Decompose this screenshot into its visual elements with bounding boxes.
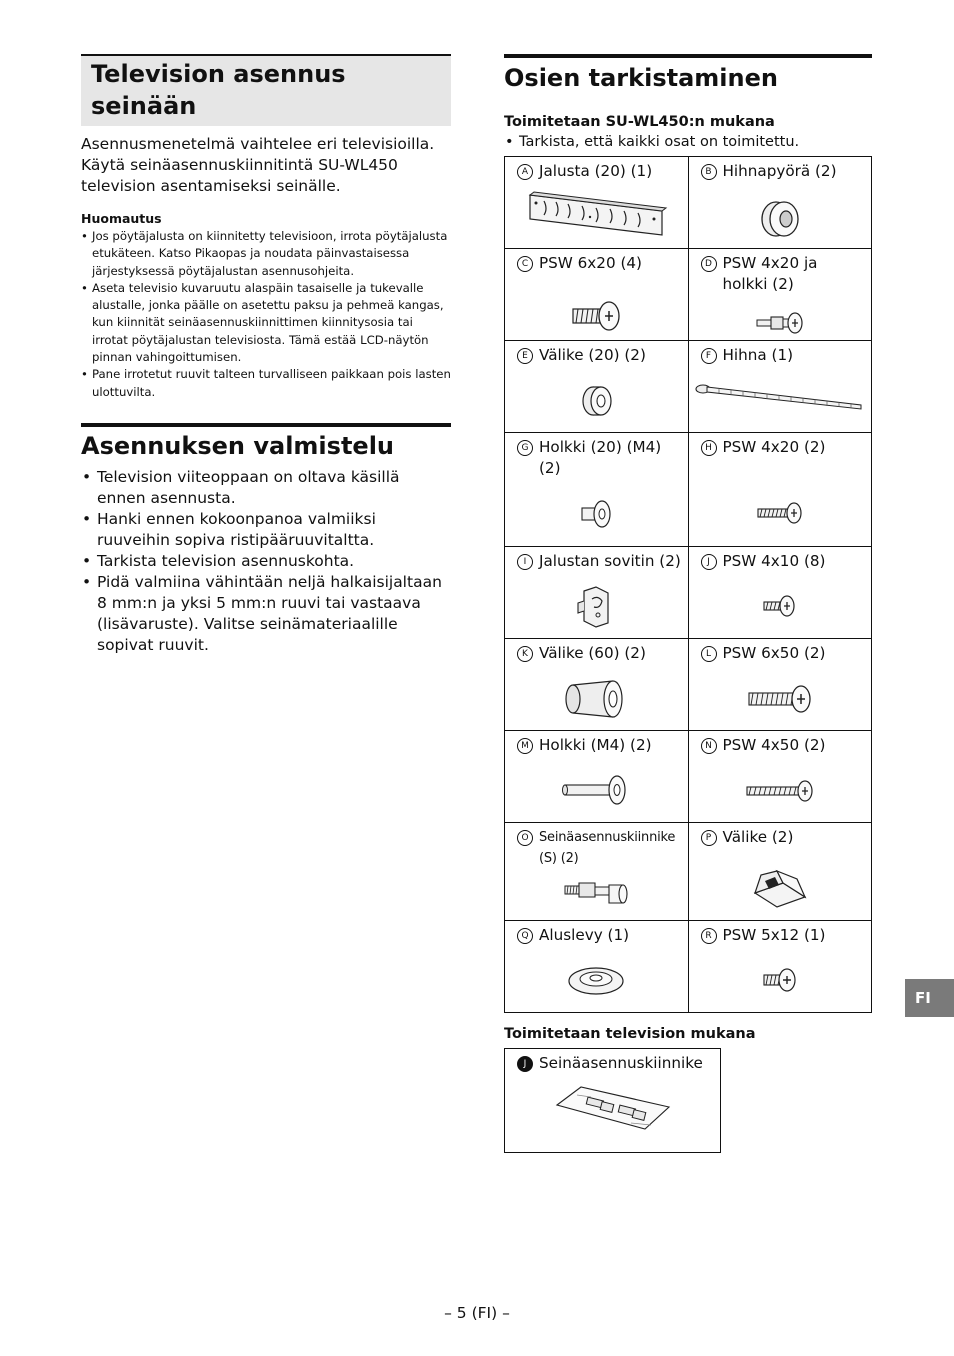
supplied-heading: Toimitetaan SU-WL450:n mukana: [504, 114, 775, 130]
language-tab: FI: [905, 979, 954, 1017]
part-cell: [505, 249, 689, 341]
part-label: Jalustan sovitin (2): [539, 552, 681, 570]
screw-with-sleeve-icon: [689, 311, 872, 335]
part-letter: C: [517, 256, 533, 272]
part-cell: [688, 547, 872, 639]
part-cell: [505, 823, 689, 921]
screw-icon: [689, 965, 872, 995]
part-label: Seinäasennuskiinnike (S) (2): [539, 830, 676, 866]
part-cell: [688, 249, 872, 341]
part-label: Aluslevy (1): [539, 926, 630, 944]
prep-title: Asennuksen valmistelu: [81, 423, 451, 461]
belt-icon: [689, 383, 872, 413]
part-label: PSW 6x20 (4): [539, 254, 642, 272]
part-label: Hihnapyörä (2): [722, 162, 837, 180]
right-column: [504, 54, 872, 1153]
parts-table: [504, 156, 872, 1013]
part-cell: [688, 921, 872, 1013]
tv-supplied-heading: Toimitetaan television mukana: [504, 1026, 756, 1042]
part-cell: [688, 731, 872, 823]
part-letter: R: [701, 928, 717, 944]
left-column: [81, 54, 451, 656]
part-cell: [688, 639, 872, 731]
spacer-icon: [505, 383, 688, 419]
screw-icon: [505, 299, 688, 333]
block-spacer-icon: [689, 867, 872, 913]
part-label: PSW 4x50 (2): [722, 736, 826, 754]
part-letter: K: [517, 646, 533, 662]
note-item: • Jos pöytäjalusta on kiinnitetty televisioon, irrota pöytäjalusta etukäteen. Katso Pikaopas ja noudata päinvastaisessa järjestyksessä pöytäjalustan asennusohjeita.: [81, 228, 451, 280]
long-sleeve-icon: [505, 773, 688, 807]
part-letter: L: [701, 646, 717, 662]
prep-item: • Hanki ennen kokoonpanoa valmiiksi ruuveihin sopiva ristipääruuvitaltta.: [81, 509, 451, 551]
tv-parts-table: [504, 1048, 721, 1153]
part-cell: [505, 341, 689, 433]
wall-mount-fitting-icon: [505, 877, 688, 907]
screw-icon: [689, 501, 872, 525]
note-item: • Aseta televisio kuvaruutu alaspäin tasaiselle ja tukevalle alustalle, jonka päälle on asetettu paksu ja pehmeä kangas, kun kiinnität seinäasennuskiinnittimen kiinnitysosia tai irrotat pöytäjalustan televisiosta. Tämä estää LCD-näytön pinnan vahingoittumisen.: [81, 280, 451, 366]
wall-mount-bag-icon: [505, 1083, 720, 1133]
sleeve-icon: [505, 497, 688, 531]
part-label: PSW 4x20 ja holkki (2): [722, 254, 818, 293]
part-label: Välike (60) (2): [539, 644, 646, 662]
long-spacer-icon: [505, 677, 688, 721]
part-letter: D: [701, 256, 717, 272]
note-list: [81, 228, 451, 401]
part-label: Hihna (1): [722, 346, 794, 364]
part-cell: [505, 639, 689, 731]
part-label: PSW 4x10 (8): [722, 552, 826, 570]
part-cell: [688, 341, 872, 433]
check-text: • Tarkista, että kaikki osat on toimitettu.: [504, 132, 872, 152]
part-letter: Q: [517, 928, 533, 944]
part-label: Jalusta (20) (1): [539, 162, 653, 180]
pulley-icon: [689, 197, 872, 241]
part-cell: [505, 921, 689, 1013]
part-label: PSW 6x50 (2): [722, 644, 826, 662]
washer-icon: [505, 965, 688, 997]
part-label: Holkki (20) (M4) (2): [539, 438, 662, 477]
part-letter: M: [517, 738, 533, 754]
part-letter: H: [701, 440, 717, 456]
prep-item: • Tarkista television asennuskohta.: [81, 551, 451, 572]
prep-item: • Television viiteoppaan on oltava käsillä ennen asennusta.: [81, 467, 451, 509]
part-cell: [688, 823, 872, 921]
part-letter: I: [517, 554, 533, 570]
part-letter: B: [701, 164, 717, 180]
install-title: Television asennus seinään: [81, 54, 451, 126]
part-letter: F: [701, 348, 717, 364]
part-cell: [505, 1049, 721, 1153]
part-cell: [505, 157, 689, 249]
page-number: – 5 (FI) –: [444, 1304, 510, 1322]
prep-item: • Pidä valmiina vähintään neljä halkaisijaltaan 8 mm:n ja yksi 5 mm:n ruuvi tai vastaava (lisävaruste). Valitse seinämateriaalille sopivat ruuvit.: [81, 572, 451, 656]
part-letter: E: [517, 348, 533, 364]
note-item: • Pane irrotetut ruuvit talteen turvalliseen paikkaan pois lasten ulottuvilta.: [81, 366, 451, 401]
prep-list: [81, 467, 451, 656]
part-label: PSW 4x20 (2): [722, 438, 826, 456]
part-letter: N: [701, 738, 717, 754]
part-cell: [505, 731, 689, 823]
part-cell: [505, 433, 689, 547]
part-label: Seinäasennuskiinnike: [539, 1054, 703, 1072]
part-letter: J: [701, 554, 717, 570]
install-text: Asennusmenetelmä vaihtelee eri televisioilla. Käytä seinäasennuskiinnitintä SU-WL450 television asentamiseksi seinälle.: [81, 135, 435, 195]
part-label: PSW 5x12 (1): [722, 926, 826, 944]
part-label: Välike (2): [722, 828, 794, 846]
screw-icon: [689, 593, 872, 619]
part-cell: [505, 547, 689, 639]
stand-adapter-icon: [505, 583, 688, 631]
note-title: Huomautus: [81, 211, 162, 226]
part-label: Välike (20) (2): [539, 346, 646, 364]
screw-icon: [689, 683, 872, 715]
part-letter: A: [517, 164, 533, 180]
part-letter: O: [517, 830, 533, 846]
part-cell: [688, 157, 872, 249]
screw-icon: [689, 777, 872, 805]
part-cell: [688, 433, 872, 547]
part-letter: P: [701, 830, 717, 846]
part-letter: J: [517, 1056, 533, 1072]
part-label: Holkki (M4) (2): [539, 736, 652, 754]
parts-title: Osien tarkistaminen: [504, 54, 872, 94]
bracket-icon: [505, 189, 688, 241]
part-letter: G: [517, 440, 533, 456]
